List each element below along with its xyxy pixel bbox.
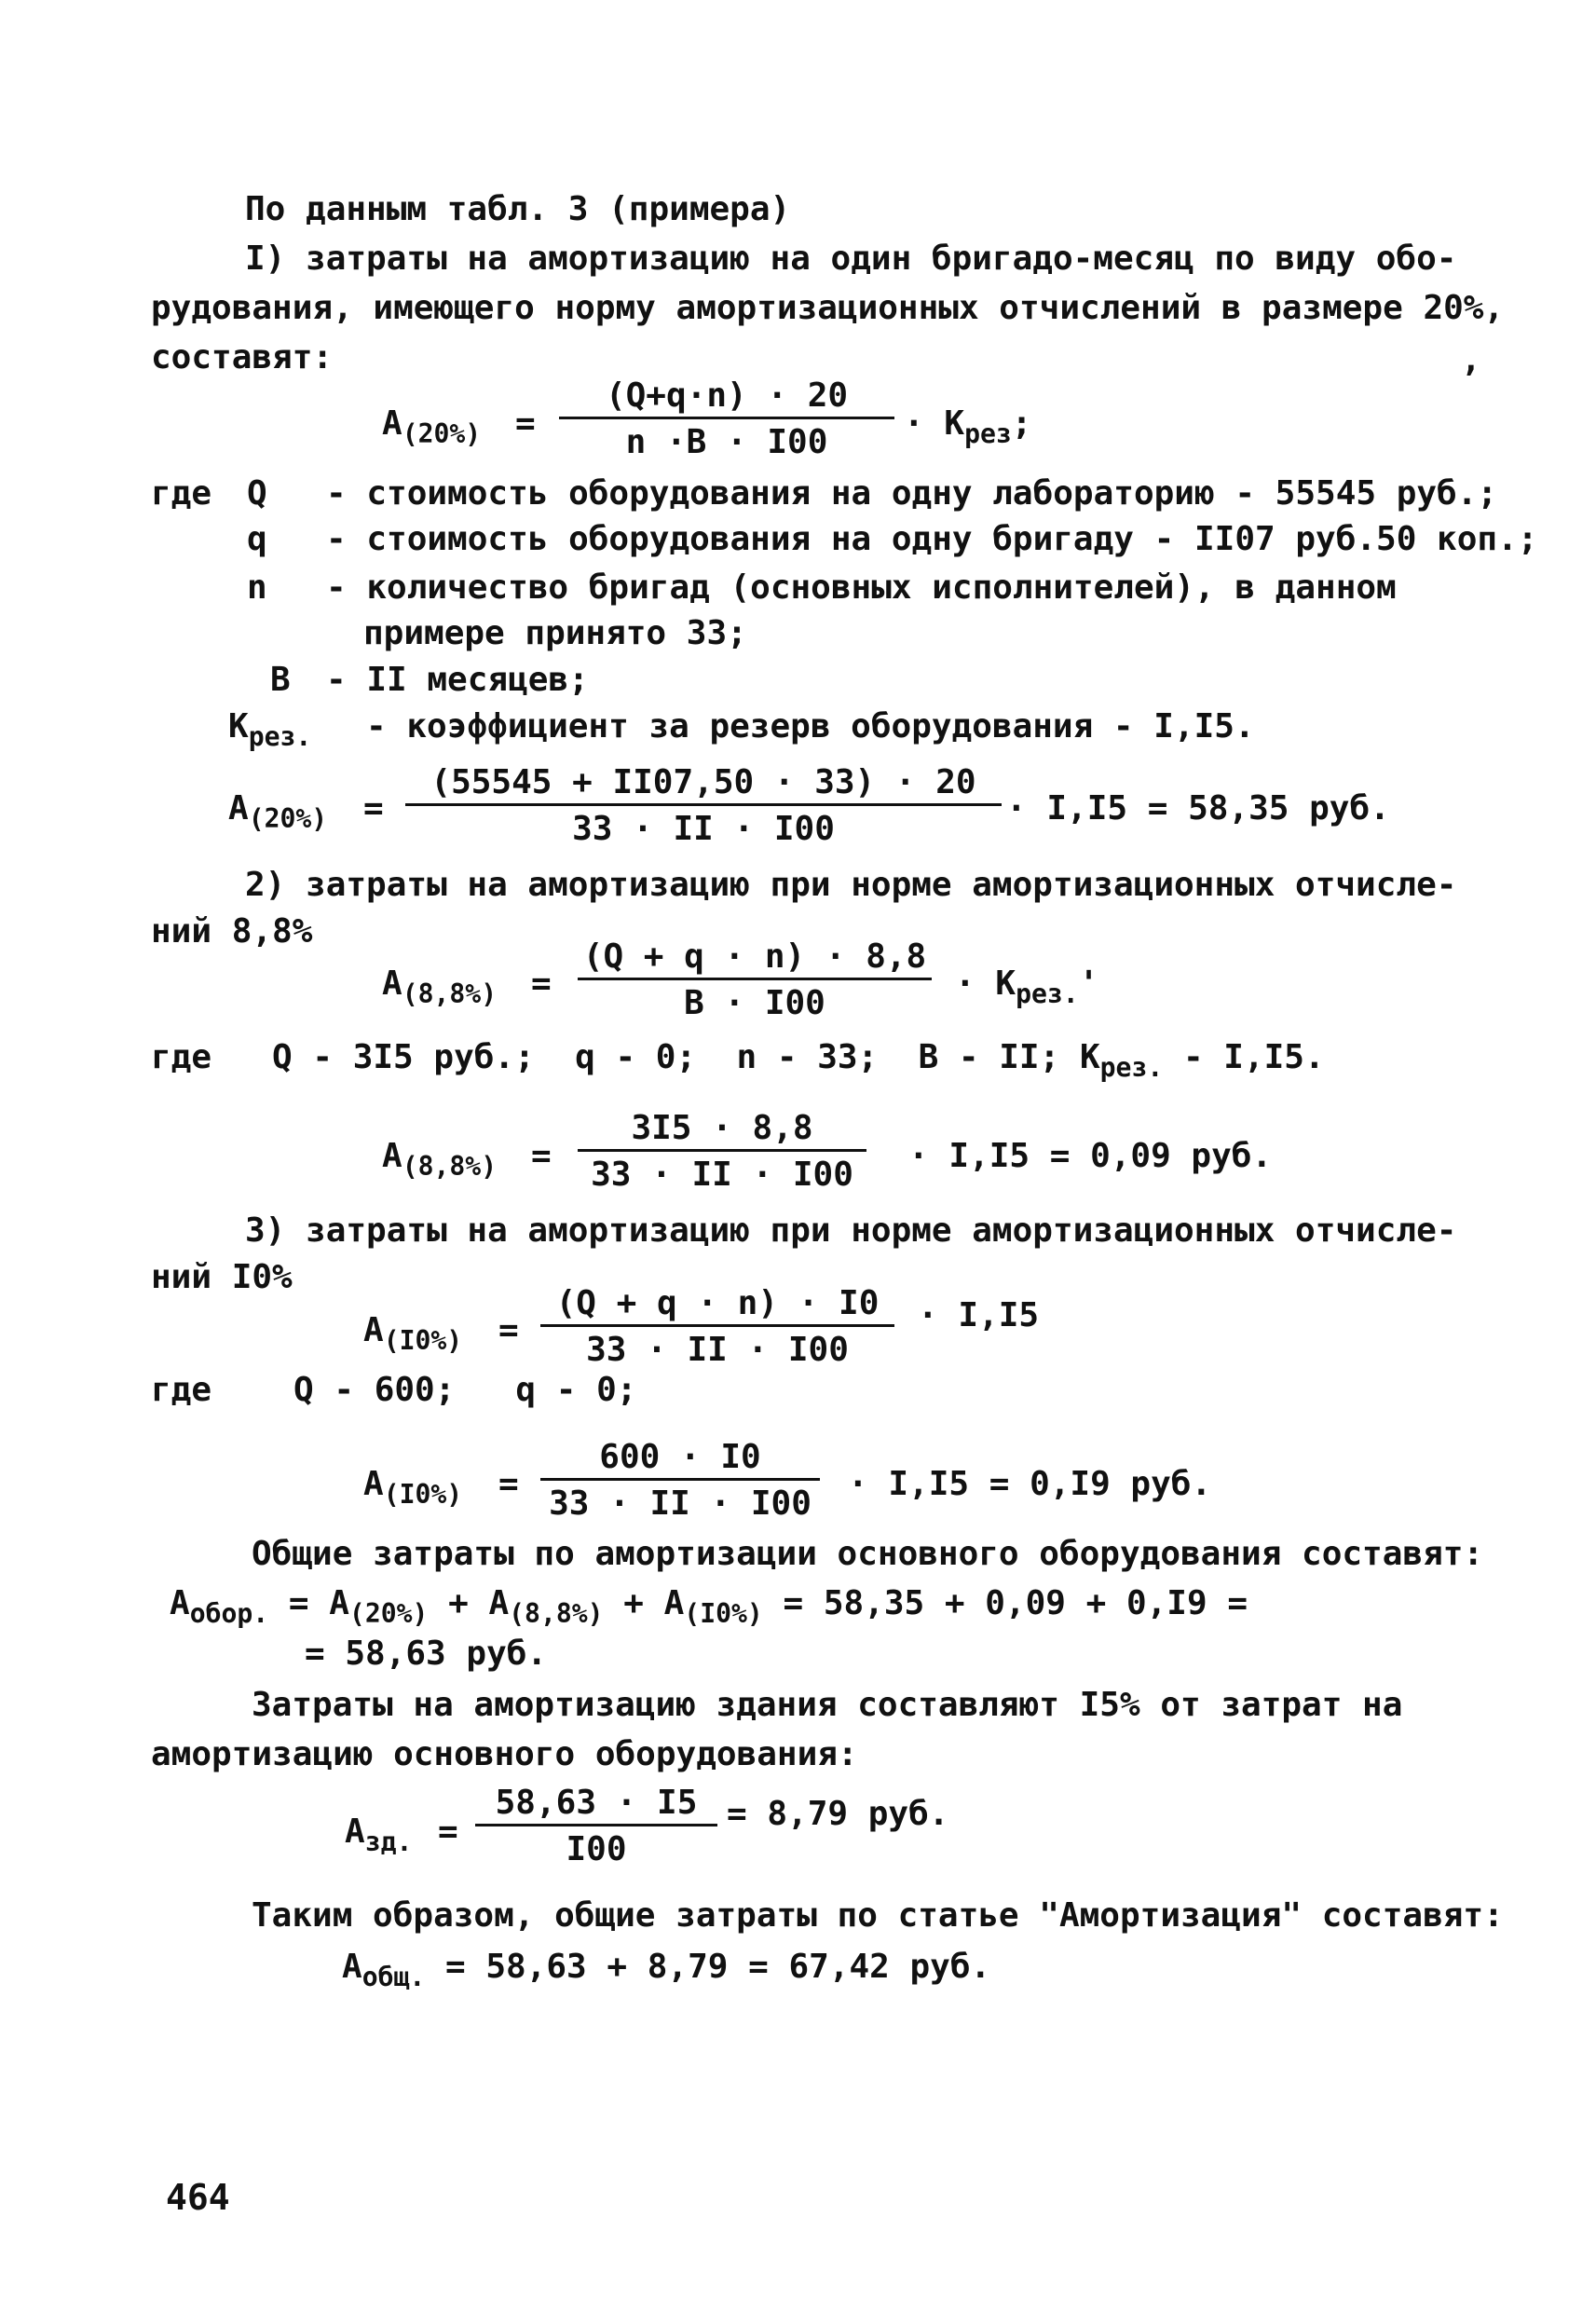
formula-numerator: (Q+q·n) · 20 — [605, 376, 849, 415]
formula-lhs: $A_{(I0\%)}$ — [363, 1311, 463, 1356]
formula-tail: · I,I5 — [918, 1296, 1040, 1334]
formula-lhs: $A_{(20\%)}$ — [228, 789, 328, 834]
def-text: - II месяцев; — [326, 661, 589, 699]
def-text: - коэффициент за резерв оборудования - I,I5. — [366, 707, 1255, 746]
formula-lhs: $A_{(8,8\%)}$ — [382, 964, 498, 1009]
where-label: где — [151, 1038, 212, 1076]
where-label: где — [151, 1371, 212, 1409]
formula-denominator: 33 · II · I00 — [549, 1484, 812, 1523]
formula-tail: · I,I5 = 0,09 руб. — [908, 1137, 1273, 1175]
formula-denominator: 33 · II · I00 — [586, 1331, 849, 1369]
formula-eq: = — [498, 1311, 519, 1349]
building-line1: Затраты на амортизацию здания составляют I5% от затрат на — [252, 1686, 1403, 1724]
def-symbol-k: $K_{рез.}$ — [228, 707, 312, 752]
total-equipment-formula: $A_{обор.} = A_{(20\%)} + A_{(8,8\%)} + A_{(I0\%)} = 58,35 + 0,09 + 0,I9$ = — [170, 1584, 1248, 1629]
formula-lhs: $A_{(I0\%)}$ — [363, 1465, 463, 1510]
formula-denominator: B · I00 — [684, 984, 825, 1022]
item1-line3: составят: — [151, 338, 334, 376]
formula-eq: = — [531, 1137, 552, 1175]
item3-line2: ний I0% — [151, 1258, 293, 1296]
fraction-bar — [578, 1149, 866, 1152]
fraction-bar — [475, 1824, 717, 1826]
formula-numerator: (Q + q · n) · I0 — [555, 1284, 880, 1322]
formula-numerator: (55545 + II07,50 · 33) · 20 — [430, 763, 976, 801]
fraction-bar — [540, 1478, 820, 1481]
fraction-bar — [405, 803, 1002, 806]
total-equipment-line: Общие затраты по амортизации основного оборудования составят: — [252, 1535, 1484, 1573]
formula-denominator: 33 · II · I00 — [591, 1156, 853, 1194]
item1-line1: I) затраты на амортизацию на один бригадо-месяц по виду обо- — [245, 239, 1457, 278]
def-text: - стоимость оборудования на одну бригаду - II07 руб.50 коп.; — [326, 520, 1538, 558]
formula-eq: = — [531, 964, 552, 1003]
def-text: - стоимость оборудования на одну лабораторию - 55545 руб.; — [326, 474, 1498, 513]
stray-mark: , — [1461, 341, 1481, 379]
where-label: где — [151, 474, 212, 513]
def-symbol: n — [247, 568, 267, 607]
formula-tail: · $K_{рез}$; — [904, 404, 1032, 449]
formula-lhs: $A_{зд.}$ — [345, 1813, 413, 1857]
formula-eq: = — [438, 1813, 458, 1851]
page-number: 464 — [166, 2177, 230, 2218]
fraction-bar — [540, 1324, 894, 1327]
formula-eq: = — [515, 404, 536, 443]
item2-line1: 2) затраты на амортизацию при норме амортизационных отчисле- — [245, 866, 1457, 904]
fraction-bar — [578, 978, 932, 980]
formula-lhs: $A_{(8,8\%)}$ — [382, 1137, 498, 1182]
intro-line: По данным табл. 3 (примера) — [245, 190, 791, 228]
formula-denominator: 33 · II · I00 — [572, 810, 835, 848]
where-values: Q - 3I5 руб.; q - 0; n - 33; B - II; $K_{рез.} - I,I5$. — [272, 1038, 1325, 1083]
formula-numerator: 3I5 · 8,8 — [631, 1109, 813, 1147]
def-symbol: q — [247, 520, 267, 558]
formula-numerator: (Q + q · n) · 8,8 — [582, 937, 927, 976]
formula-numerator: 58,63 · I5 — [495, 1784, 698, 1822]
formula-tail: · $K_{рез.}'$ — [955, 964, 1099, 1009]
formula-numerator: 600 · I0 — [599, 1438, 761, 1476]
summary-line: Таким образом, общие затраты по статье "Амортизация" составят: — [252, 1896, 1504, 1935]
total-equipment-result: = 58,63 руб. — [305, 1635, 548, 1673]
formula-eq: = — [363, 789, 384, 828]
fraction-bar — [559, 417, 894, 419]
summary-formula: $A_{общ.} = 58,63 + 8,79 = 67,42$ руб. — [342, 1948, 991, 1992]
def-symbol: B — [270, 661, 291, 699]
item1-line2: рудования, имеющего норму амортизационных отчислений в размере 20%, — [151, 289, 1505, 327]
formula-tail: · I,I5 = 0,I9 руб. — [848, 1465, 1212, 1503]
formula-tail: = 8,79 руб. — [727, 1795, 949, 1833]
formula-lhs: $A_{(20\%)}$ — [382, 404, 482, 449]
def-text: примере принято 33; — [363, 614, 747, 652]
item3-line1: 3) затраты на амортизацию при норме амортизационных отчисле- — [245, 1211, 1457, 1250]
def-symbol: Q — [247, 474, 267, 513]
formula-tail: · I,I5 = 58,35 руб. — [1006, 789, 1390, 828]
formula-eq: = — [498, 1465, 519, 1503]
formula-denominator: I00 — [566, 1830, 627, 1868]
def-text: - количество бригад (основных исполнителей), в данном — [326, 568, 1397, 607]
building-line2: амортизацию основного оборудования: — [151, 1735, 858, 1773]
item2-line2: ний 8,8% — [151, 912, 313, 951]
where-values: Q - 600; q - 0; — [293, 1371, 637, 1409]
formula-denominator: n ·B · I00 — [625, 423, 828, 461]
